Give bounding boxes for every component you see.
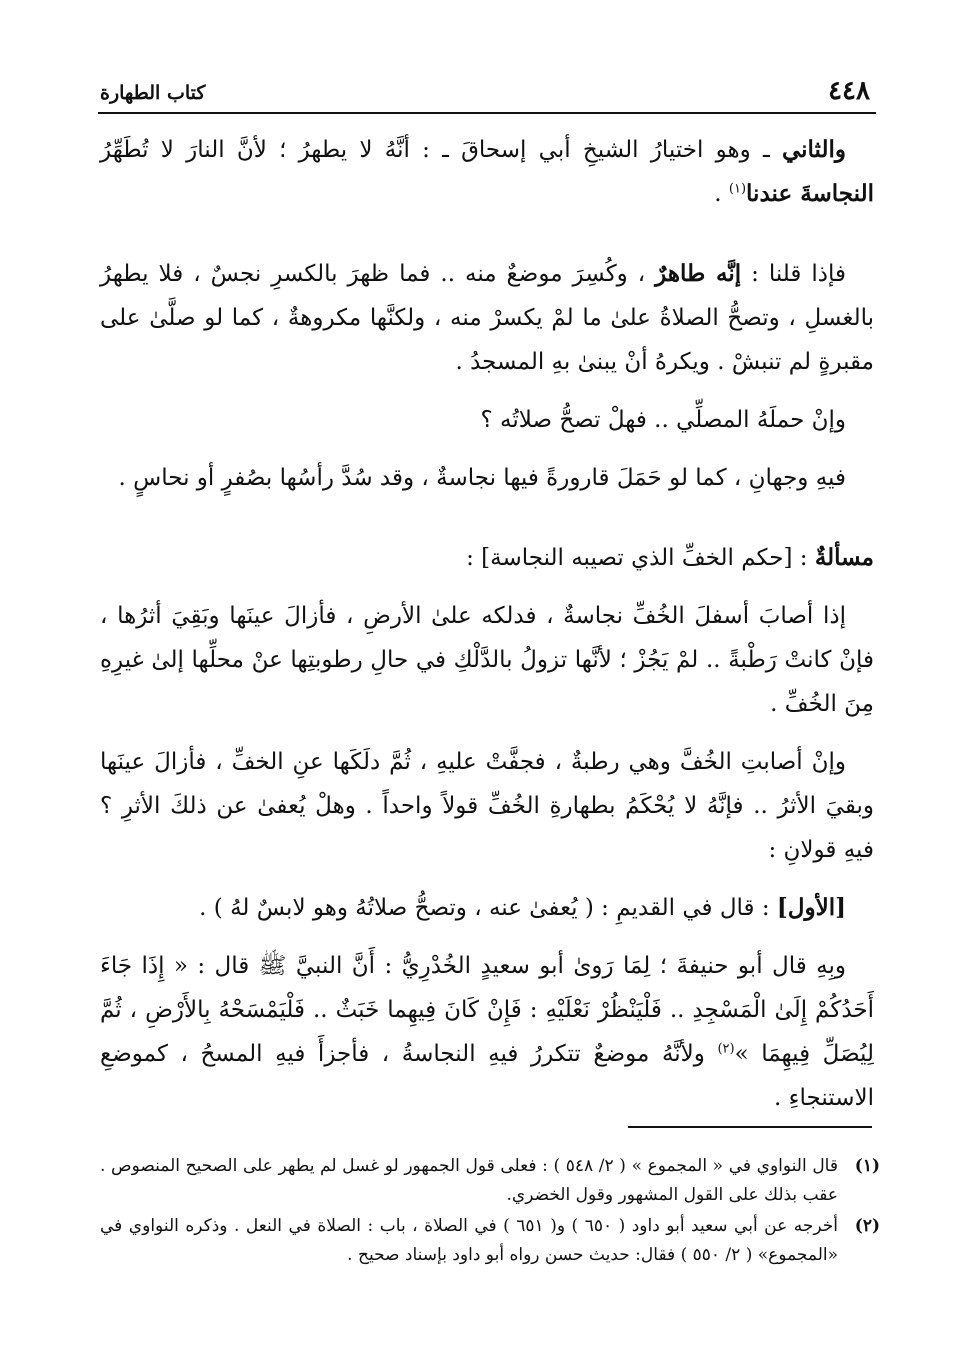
footnote-2 — [100, 1212, 880, 1270]
paragraph-text: وبِهِ قال أبو حنيفةَ ؛ لِمَا رَوىٰ أبو سعيدٍ الخُدْرِيُّ : أَنَّ النبيَّ ﷺ قال : « إِذَا جَاءَ أَحَدُكُمْ إِلَىٰ الْمَسْجِدِ .. فَلْيَنْظُرْ نَعْلَيْهِ : فَإِنْ كَانَ فِيهِما خَبَثٌ .. فَلْيَمْسَحْهُ بِالأَرْضِ ، ثُمَّ لِيُصَلِّ فِيهِمَا » — [100, 953, 874, 1067]
footnote-ref-2[interactable]: (٢) — [717, 1041, 735, 1057]
issue-label: مسألةٌ — [814, 544, 874, 571]
paragraph-start: فإذا قلنا : — [741, 261, 846, 287]
footnote-text: قال النواوي في « المجموع » ( ٢/ ٥٤٨ ) : فعلى قول الجمهور لو غسل لم يطهر على الصحيح المنصوص . عقب بذلك على القول المشهور وقول الخضري. — [100, 1156, 838, 1205]
paragraph-text: ـ وهو اختيارُ الشيخِ أبي إسحاقَ ـ : أنَّهُ لا يطهرُ ؛ لأنَّ النارَ لا تُطَهِّرُ — [100, 137, 782, 163]
paragraph-hadith — [100, 944, 874, 1120]
term-first: [الأول] — [776, 894, 846, 921]
paragraph-issue-heading — [100, 536, 874, 580]
issue-title: : [حكم الخفِّ الذي تصيبه النجاسة] : — [466, 545, 815, 571]
paragraph-carrying: وإنْ حملَهُ المصلِّي .. فهلْ تصحُّ صلاتُه ؟ — [480, 407, 846, 433]
footnote-ref-1[interactable]: (١) — [728, 181, 747, 197]
paragraph-text: : قال في القديمِ : ( يُعفىٰ عنه ، وتصحُّ صلاتُهُ وهو لابسٌ لهُ ) . — [199, 895, 777, 921]
footnote-number: (١) — [854, 1156, 880, 1176]
paragraph-khuff-wet: إذا أصابَ أسفلَ الخُفِّ نجاسةٌ ، فدلكه علىٰ الأرضِ ، فأزالَ عينَها وبَقِيَ أثرُها ، فإنْ كانتْ رَطْبةً .. لمْ يَجُزْ ؛ لأنَّها تزولُ بالدَّلْكِ في حالِ رطوبتِها عنْ محلِّها إلىٰ غيرِهِ مِنَ الخُفِّ . — [100, 603, 874, 717]
paragraph-second-opinion — [100, 128, 874, 216]
book-title: كتاب الطهارة — [100, 82, 206, 104]
paragraph-tail: . — [714, 181, 729, 207]
page-header — [98, 74, 876, 114]
body-text — [100, 128, 874, 1134]
footnote-text: أخرجه عن أبي سعيد أبو داود ( ٦٥٠ ) و( ٦٥١ ) في الصلاة ، باب : الصلاة في النعل . وذكره النواوي في «المجموع» ( ٢/ ٥٥٠ ) فقال: حديث حسن رواه أبو داود بإسناد صحيح . — [100, 1216, 838, 1265]
footnotes — [100, 1152, 880, 1272]
footnote-divider — [628, 1126, 872, 1128]
term-najasa: النجاسةَ عندنا — [746, 180, 874, 207]
paragraph-text: ، وكُسِرَ موضعٌ منه .. فما ظهرَ بالكسرِ نجسٌ ، فلا يطهرُ بالغسلِ ، وتصحُّ الصلاةُ علىٰ ما لمْ يكسرْ منه ، ولكنَّها مكروهةٌ ، كما لو صلَّىٰ على مقبرةٍ لم تنبشْ . ويكرهُ أنْ يبنىٰ بهِ المسجدُ . — [100, 261, 874, 375]
paragraph-two-views: فيهِ وجهانِ ، كما لو حَمَلَ قارورةً فيها نجاسةٌ ، وقد سُدَّ رأسُها بصُفرٍ أو نحاسٍ . — [118, 465, 846, 491]
footnote-1 — [100, 1152, 880, 1210]
page-number: ٤٤٨ — [828, 76, 870, 106]
footnote-number: (٢) — [854, 1216, 880, 1236]
term-second: والثاني — [781, 136, 846, 163]
paragraph-tail: ولأنَّهُ موضعٌ تتكررُ فيهِ النجاسةُ ، فأجزأَ فيهِ المسحُ ، كموضعِ الاستنجاءِ . — [100, 1041, 874, 1111]
paragraph-first-opinion — [100, 886, 874, 930]
paragraph-khuff-dry: وإنْ أصابتِ الخُفَّ وهي رطبةٌ ، فجفَّتْ عليهِ ، ثُمَّ دلَكَها عنِ الخفِّ ، فأزالَ عينَها وبقيَ الأثرُ .. فإنَّهُ لا يُحْكَمُ بطهارةِ الخُفِّ قولاً واحداً . وهلْ يُعفىٰ عن ذلكَ الأثرِ ؟ فيهِ قولانِ : — [100, 749, 874, 863]
paragraph-if-pure — [100, 252, 874, 384]
term-pure: إنَّه طاهرٌ — [655, 260, 742, 287]
